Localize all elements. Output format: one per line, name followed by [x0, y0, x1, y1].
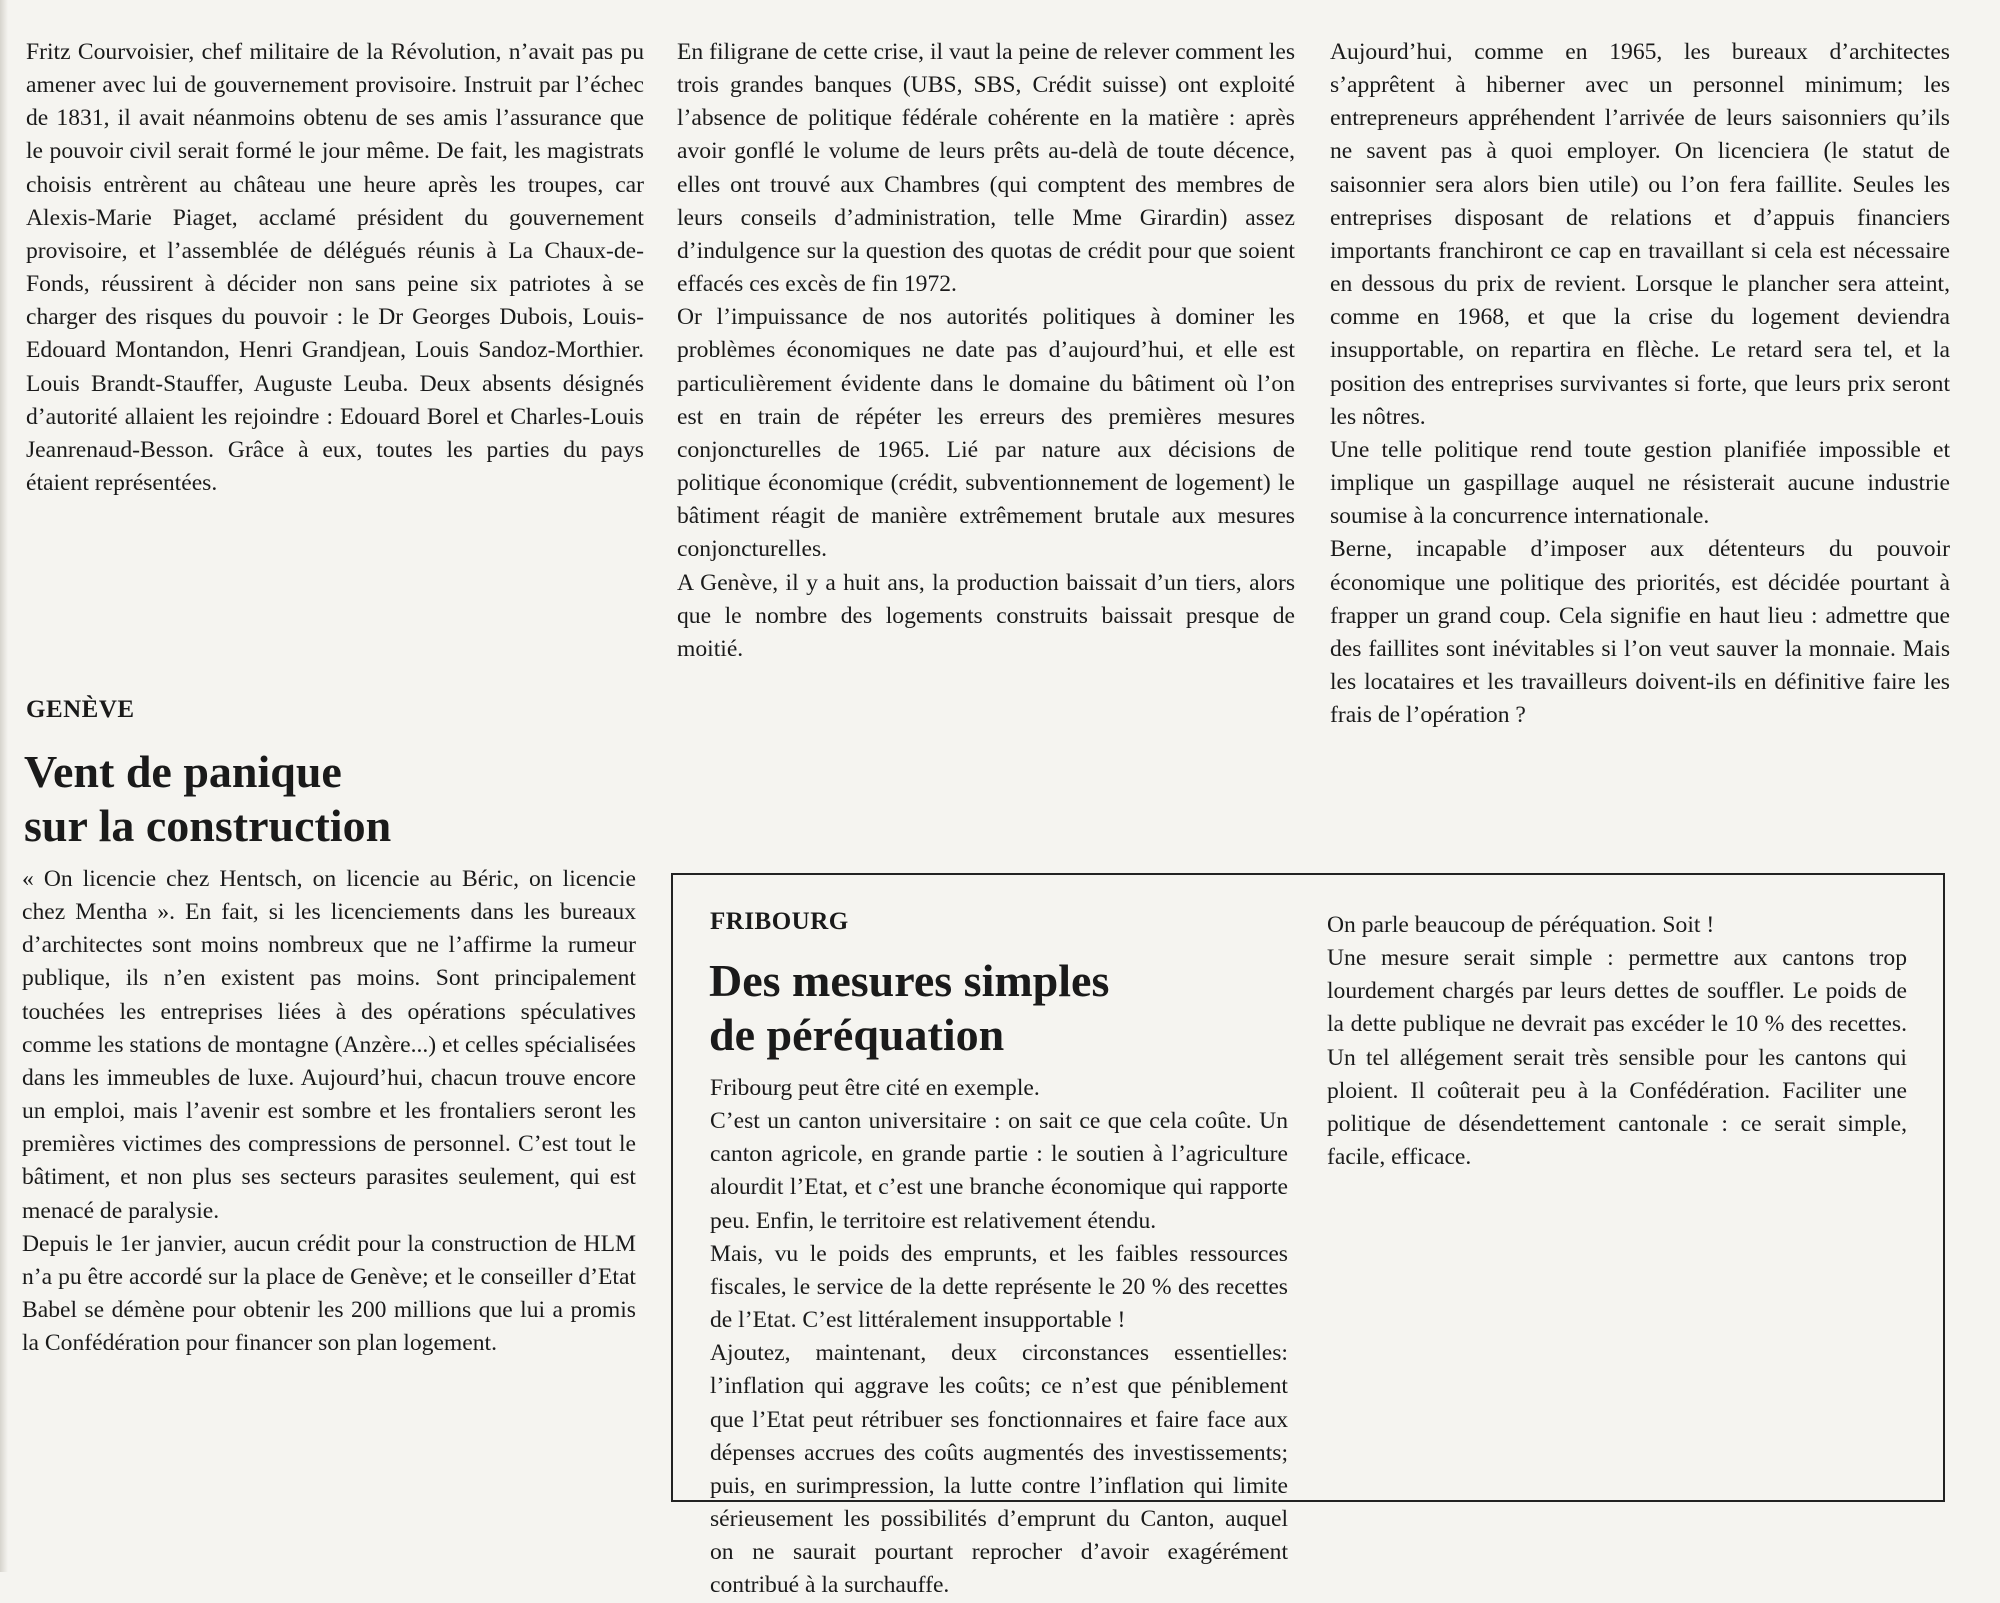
fribourg-paragraph: Fribourg peut être cité en exemple.	[710, 1075, 1040, 1101]
top-article-column	[26, 36, 644, 500]
geneve-kicker: GENÈVE	[26, 696, 135, 723]
fribourg-column-1	[710, 1072, 1288, 1603]
geneve-column-1	[22, 863, 636, 1360]
geneve-headline-line2: sur la construction	[24, 800, 392, 851]
top-article-paragraph: Fritz Courvoisier, chef militaire de la Révolution, n’avait pas pu amener avec lui de gouvernement provisoire. Instruit par l’échec de 1831, il avait néanmoins obtenu de ses amis l’assurance que le pouvoir civil serait formé le jour même. De fait, les magistrats choisis entrèrent au château une heure après les troupes, car Alexis-Marie Piaget, acclamé président du gouvernement provisoire, et l’assemblée de délégués réunis à La Chaux-de-Fonds, réussirent à décider non sans peine six patriotes à se charger des risques du pouvoir : le Dr Georges Dubois, Louis-Edouard Montandon, Henri Grandjean, Louis Sandoz-Morthier. Louis Brandt-Stauffer, Auguste Leuba. Deux absents désignés d’autorité allaient les rejoindre : Edouard Borel et Charles-Louis Jeanrenaud-Besson. Grâce à eux, toutes les parties du pays étaient représentées.	[26, 39, 644, 497]
geneve-column-3	[1330, 36, 1950, 732]
fribourg-paragraph: On parle beaucoup de péréquation. Soit !	[1327, 912, 1715, 938]
geneve-paragraph: En filigrane de cette crise, il vaut la peine de relever comment les trois grandes banques (UBS, SBS, Crédit suisse) ont exploité l’absence de politique fédérale cohérente en la matière : après avoir gonflé le volume de leurs prêts au-delà de toute décence, elles ont trouvé aux Chambres (qui comptent des membres de leurs conseils d’administration, telle Mme Girardin) assez d’indulgence sur la question des quotas de crédit pour que soient effacés ces excès de fin 1972.	[677, 39, 1295, 298]
geneve-paragraph: Or l’impuissance de nos autorités politiques à dominer les problèmes économiques ne date pas d’aujourd’hui, et elle est particulièrement évidente dans le domaine du bâtiment où l’on est en train de répéter les erreurs des premières mesures conjoncturelles de 1965. Lié par nature aux décisions de politique économique (crédit, subventionnement de logement) le bâtiment réagit de manière extrêmement brutale aux mesures conjoncturelles.	[677, 304, 1295, 563]
scan-edge-shadow	[0, 0, 8, 1572]
geneve-headline-line1: Vent de panique	[24, 746, 342, 797]
fribourg-headline	[709, 954, 1309, 1062]
fribourg-headline-line2: de péréquation	[709, 1009, 1005, 1060]
fribourg-kicker: FRIBOURG	[710, 908, 849, 935]
fribourg-paragraph: C’est un canton universitaire : on sait ce que cela coûte. Un canton agricole, en grande partie : le soutien à l’agriculture alourdit l’Etat, et c’est une branche économique qui rapporte peu. Enfin, le territoire est relativement étendu.	[710, 1108, 1288, 1234]
fribourg-column-2	[1327, 909, 1907, 1174]
geneve-paragraph: « On licencie chez Hentsch, on licencie au Béric, on licencie chez Mentha ». En fait, si les licenciements dans les bureaux d’architectes sont moins nombreux que ne l’affirme la rumeur publique, ils n’en existent pas moins. Sont principalement touchées les entreprises liées à des opérations spéculatives comme les stations de montagne (Anzère...) et celles spécialisées dans les immeubles de luxe. Aujourd’hui, chacun trouve encore un emploi, mais l’avenir est sombre et les frontaliers seront les premières victimes des compressions de personnel. C’est tout le bâtiment, et non plus ses secteurs parasites seulement, qui est menacé de paralysie.	[22, 866, 636, 1224]
geneve-paragraph: A Genève, il y a huit ans, la production baissait d’un tiers, alors que le nombre des logements construits baissait presque de moitié.	[677, 569, 1295, 662]
fribourg-paragraph: Une mesure serait simple : permettre aux cantons trop lourdement chargés par leurs dettes de souffler. Le poids de la dette publique ne devrait pas excéder le 10 % des recettes. Un tel allégement serait très sensible pour les cantons qui ploient. Il coûterait peu à la Confédération. Faciliter une politique de désendettement cantonale : ce serait simple, facile, efficace.	[1327, 945, 1907, 1171]
geneve-paragraph: Aujourd’hui, comme en 1965, les bureaux d’architectes s’apprêtent à hiberner avec un personnel minimum; les entrepreneurs appréhendent l’arrivée de leurs saisonniers qu’ils ne savent pas à quoi employer. On licenciera (le statut de saisonnier sera alors bien utile) ou l’on fera faillite. Seules les entreprises disposant de relations et d’appuis financiers importants franchiront ce cap en travaillant si cela est nécessaire en dessous du prix de revient. Lorsque le plancher sera atteint, comme en 1968, et que la crise du logement deviendra insupportable, on repartira en flèche. Le retard sera tel, et la position des entreprises survivantes si forte, que leurs prix seront les nôtres.	[1330, 39, 1950, 430]
geneve-paragraph: Une telle politique rend toute gestion planifiée impossible et implique un gaspillage auquel ne résisterait aucune industrie soumise à la concurrence internationale.	[1330, 436, 1950, 530]
geneve-paragraph: Depuis le 1er janvier, aucun crédit pour la construction de HLM n’a pu être accordé sur la place de Genève; et le conseiller d’Etat Babel se démène pour obtenir les 200 millions que lui a promis la Confédération pour financer son plan logement.	[22, 1230, 636, 1357]
geneve-headline	[24, 745, 644, 853]
fribourg-paragraph: Mais, vu le poids des emprunts, et les faibles ressources fiscales, le service de la dette représente le 20 % des recettes de l’Etat. C’est littéralement insupportable !	[710, 1240, 1288, 1334]
fribourg-paragraph: Ajoutez, maintenant, deux circonstances essentielles: l’inflation qui aggrave les coûts; ce n’est que péniblement que l’Etat peut rétribuer ses fonctionnaires et faire face aux dépenses accrues des coûts augmentés des investissements; puis, en surimpression, la lutte contre l’inflation qui limite sérieusement les possibilités d’emprunt du Canton, auquel on ne saurait pourtant reprocher d’avoir exagérément contribué à la surchauffe.	[710, 1340, 1288, 1599]
geneve-paragraph: Berne, incapable d’imposer aux détenteurs du pouvoir économique une politique des priorités, est décidée pourtant à frapper un grand coup. Cela signifie en haut lieu : admettre que des faillites sont inévitables si l’on veut sauver la monnaie. Mais les locataires et les travailleurs doivent-ils en définitive faire les frais de l’opération ?	[1330, 536, 1950, 729]
geneve-column-2	[677, 36, 1295, 666]
fribourg-headline-line1: Des mesures simples	[709, 955, 1110, 1006]
